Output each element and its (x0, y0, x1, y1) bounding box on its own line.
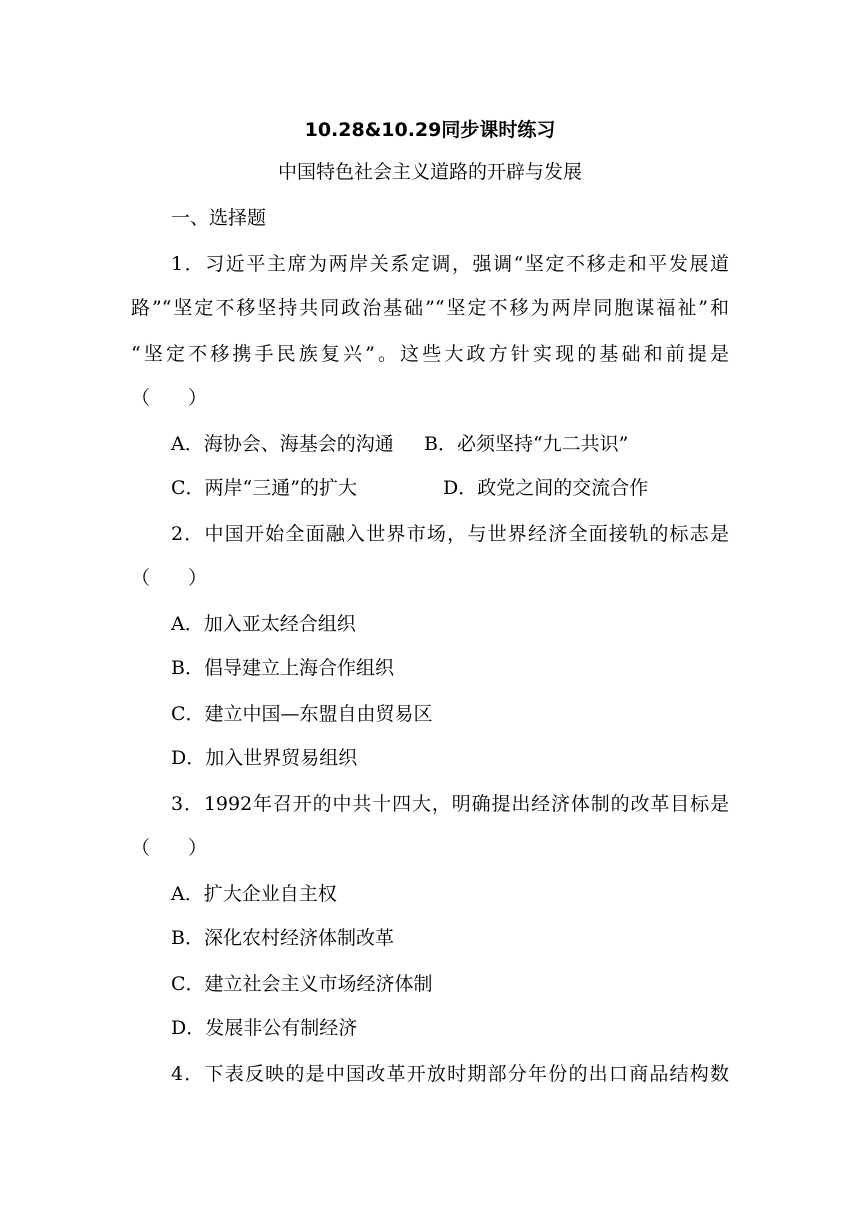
question-3-option-c: C．建立社会主义市场经济体制 (171, 973, 433, 995)
document-title: 10.28&10.29同步课时练习 (304, 119, 556, 141)
question-2-line-1: 2．中国开始全面融入世界市场，与世界经济全面接轨的标志是 (171, 523, 729, 545)
question-1-blank: （ ） (131, 387, 208, 409)
question-3-line-1: 3．1992年召开的中共十四大，明确提出经济体制的改革目标是 (171, 793, 729, 815)
question-1-line-1: 1．习近平主席为两岸关系定调，强调“坚定不移走和平发展道 (171, 253, 729, 275)
document-subtitle: 中国特色社会主义道路的开辟与发展 (277, 161, 582, 183)
question-1-option-c: C．两岸“三通”的扩大 (171, 477, 357, 499)
question-2-option-d: D．加入世界贸易组织 (171, 747, 358, 769)
question-4-line-1: 4．下表反映的是中国改革开放时期部分年份的出口商品结构数 (171, 1063, 729, 1085)
question-2-option-c: C．建立中国—东盟自由贸易区 (171, 703, 433, 725)
question-2-option-a: A．加入亚太经合组织 (171, 613, 356, 635)
question-3-option-d: D．发展非公有制经济 (171, 1017, 358, 1039)
question-1-option-d: D．政党之间的交流合作 (443, 477, 649, 499)
question-3-blank: （ ） (131, 837, 208, 859)
question-2-blank: （ ） (131, 567, 208, 589)
question-1-option-a: A．海协会、海基会的沟通 (171, 433, 394, 455)
question-3-option-b: B．深化农村经济体制改革 (171, 927, 394, 949)
question-2-option-b: B．倡导建立上海合作组织 (171, 657, 394, 679)
question-1-line-2: 路”“坚定不移坚持共同政治基础”“坚定不移为两岸同胞谋福祉”和 (131, 297, 729, 319)
section-heading: 一、选择题 (171, 207, 267, 229)
question-3-option-a: A．扩大企业自主权 (171, 883, 337, 905)
question-1-option-b: B．必须坚持“九二共识” (424, 433, 629, 455)
question-1-line-3: “坚定不移携手民族复兴”。这些大政方针实现的基础和前提是 (131, 343, 729, 365)
